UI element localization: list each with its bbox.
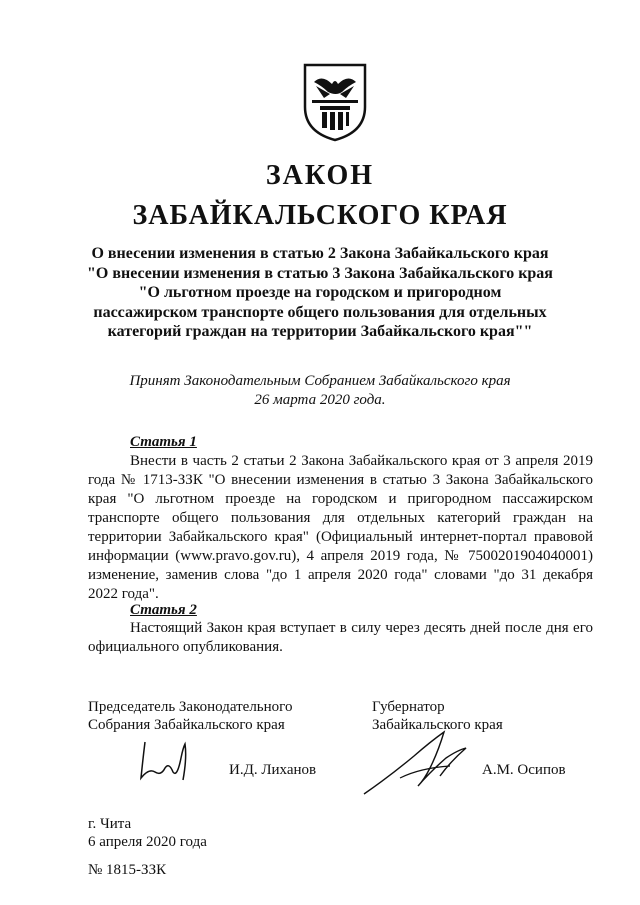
subtitle-line: "О льготном проезде на городском и пригородном	[138, 284, 502, 301]
subtitle-line: О внесении изменения в статью 2 Закона Забайкальского края	[91, 245, 549, 262]
document-title-region: ЗАБАЙКАЛЬСКОГО КРАЯ	[132, 200, 508, 231]
chairman-title	[88, 698, 292, 734]
law-subtitle	[60, 244, 580, 342]
subtitle-line: категорий граждан на территории Забайкальского края""	[107, 323, 533, 340]
city: г. Чита	[88, 816, 132, 832]
article-2-text: Настоящий Закон края вступает в силу через десять дней после дня его официального опубликования.	[88, 620, 593, 655]
chairman-signature-icon	[135, 738, 195, 786]
chairman-title-line: Собрания Забайкальского края	[88, 717, 285, 733]
article-1-heading: Статья 1	[130, 434, 197, 450]
subtitle-line: "О внесении изменения в статью 3 Закона Забайкальского края	[87, 264, 553, 282]
law-number: № 1815-ЗЗК	[88, 862, 167, 878]
adoption-line: Принят Законодательным Собранием Забайкальского края	[129, 373, 511, 389]
document-title: ЗАКОН	[265, 160, 375, 191]
coat-of-arms-icon	[302, 62, 368, 142]
place-and-date	[88, 815, 207, 851]
chairman-name: И.Д. Лиханов	[229, 762, 317, 778]
article-2-heading: Статья 2	[130, 602, 197, 618]
governor-name: А.М. Осипов	[482, 762, 566, 778]
signing-date: 6 апреля 2020 года	[88, 834, 207, 850]
governor-signature-icon	[360, 728, 470, 800]
adoption-note	[0, 372, 640, 410]
article-1-text: Внести в часть 2 статьи 2 Закона Забайкальского края от 3 апреля 2019 года № 1713-ЗЗК "О внесении изменения в статью 3 Закона Забайкальского края "О льготном проезде на городском и пригородном пассажирском транспорте общего пользования для отдельных категорий граждан на территории Забайкальского края" (Официальный интернет-портал правовой информации (www.pravo.gov.ru), 4 апреля 2019 года, № 7500201904040001) изменение, заменив слова "до 1 апреля 2020 года" словами "до 31 декабря 2022 года".	[88, 453, 593, 602]
adoption-date: 26 марта 2020 года.	[254, 392, 386, 408]
subtitle-line: пассажирском транспорте общего пользования для отдельных	[93, 303, 547, 321]
chairman-title-line: Председатель Законодательного	[88, 699, 293, 715]
governor-title-line: Забайкальского края	[372, 717, 503, 733]
governor-title-line: Губернатор	[372, 699, 445, 715]
